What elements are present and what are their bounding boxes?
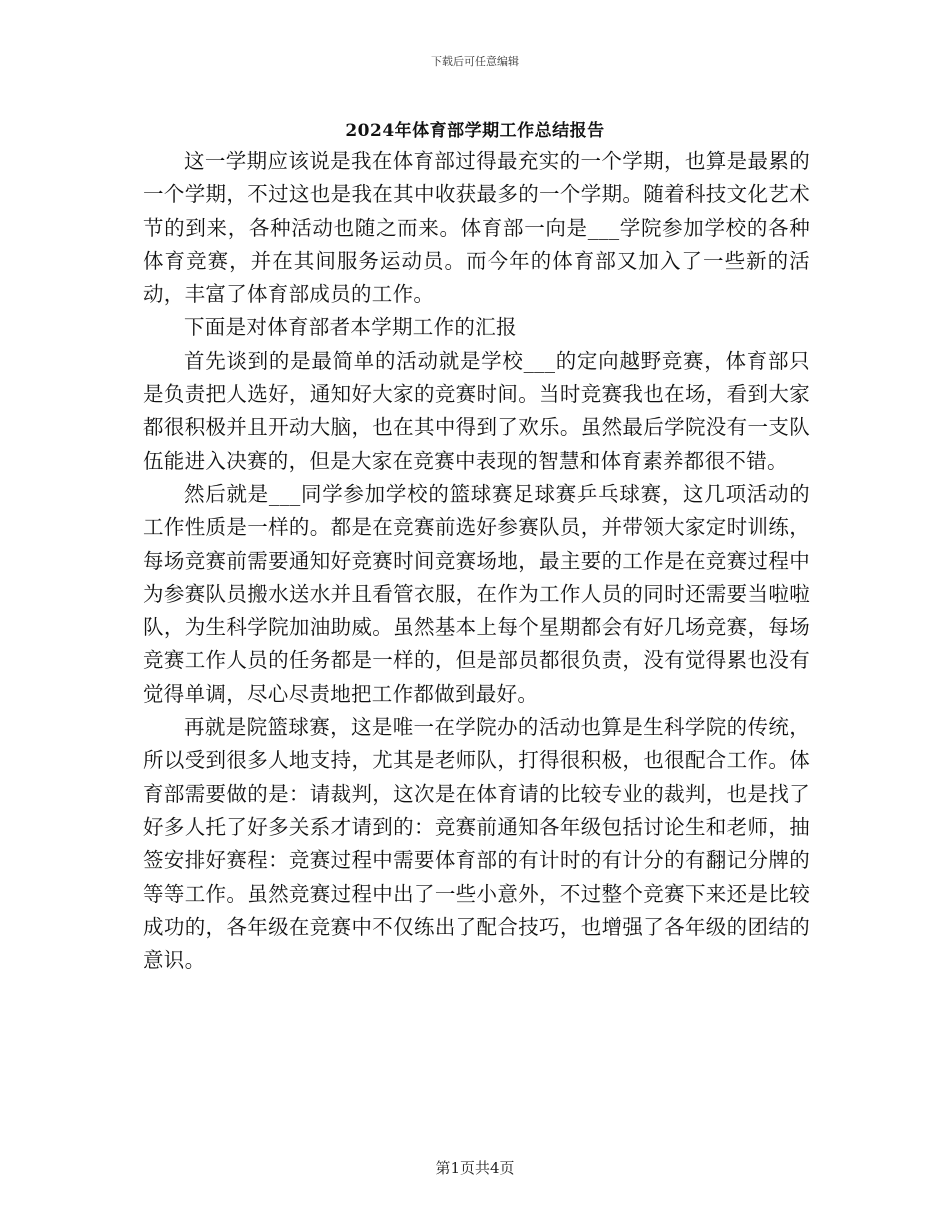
paragraph-basketball: 再就是院篮球赛，这是唯一在学院办的活动也算是生科学院的传统，所以受到很多人地支持，尤其是老师队，打得很积极，也很配合工作。体育部需要做的是：请裁判，这次是在体育请的比较专业的裁判，也是找了好多人托了好多关系才请到的：竞赛前通知各年级包括讨论生和老师，抽签安排好赛程：竞赛过程中需要体育部的有计时的有计分的有翻记分牌的等等工作。虽然竞赛过程中出了一些小意外，不过整个竞赛下来还是比较成功的，各年级在竞赛中不仅练出了配合技巧，也增强了各年级的团结的意识。: [143, 715, 810, 973]
paragraph-intro: 这一学期应该说是我在体育部过得最充实的一个学期，也算是最累的一个学期，不过这也是我在其中收获最多的一个学期。随着科技文化艺术节的到来，各种活动也随之而来。体育部一向是___学院参加学校的各种体育竞赛，并在其间服务运动员。而今年的体育部又加入了一些新的活动，丰富了体育部成员的工作。: [143, 149, 810, 307]
paragraph-orienteering: 首先谈到的是最简单的活动就是学校___的定向越野竞赛，体育部只是负责把人选好，通知好大家的竞赛时间。当时竞赛我也在场，看到大家都很积极并且开动大脑，也在其中得到了欢乐。虽然最后学院没有一支队伍能进入决赛的，但是大家在竞赛中表现的智慧和体育素养都很不错。: [143, 348, 810, 473]
document-title: 2024年体育部学期工作总结报告: [345, 121, 605, 141]
document-body: [143, 145, 810, 977]
paragraph-ball-games: 然后就是___同学参加学校的篮球赛足球赛乒乓球赛，这几项活动的工作性质是一样的。都是在竞赛前选好参赛队员，并带领大家定时训练，每场竞赛前需要通知好竞赛时间竞赛场地，最主要的工作是在竞赛过程中为参赛队员搬水送水并且看管衣服，在作为工作人员的同时还需要当啦啦队，为生科学院加油助威。虽然基本上每个星期都会有好几场竞赛，每场竞赛工作人员的任务都是一样的，但是部员都很负责，没有觉得累也没有觉得单调，尽心尽责地把工作都做到最好。: [143, 481, 810, 706]
header-note: 下载后可任意编辑: [431, 55, 519, 68]
page-footer: 第1页共4页: [435, 1159, 515, 1177]
paragraph-report-lead: 下面是对体育部者本学期工作的汇报: [184, 315, 517, 340]
